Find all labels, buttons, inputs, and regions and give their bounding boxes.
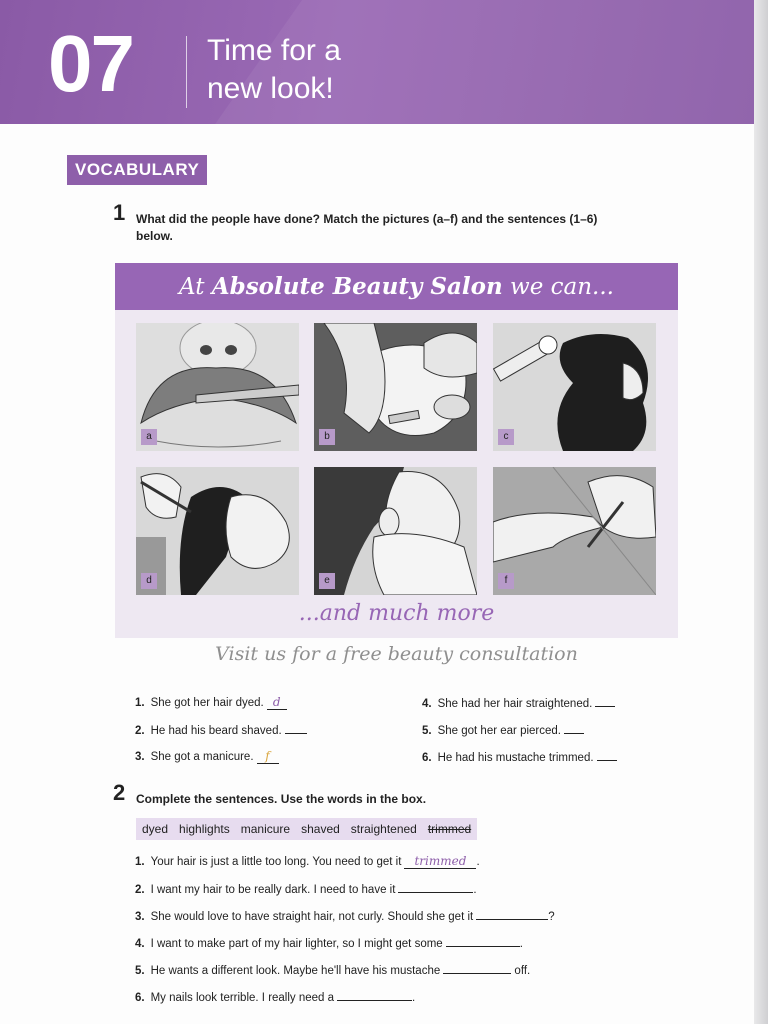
answer-field[interactable] bbox=[597, 749, 617, 761]
ex2-sentence-5 bbox=[135, 962, 530, 977]
sentence-text: She had her hair straightened. bbox=[437, 698, 593, 710]
exercise-1-number: 1 bbox=[113, 200, 126, 225]
picture-b bbox=[314, 323, 477, 451]
ex1-sentence-6 bbox=[422, 749, 617, 764]
ex1-sentence-1 bbox=[135, 695, 287, 710]
sentence-number: 3. bbox=[135, 751, 145, 763]
sentence-number: 1. bbox=[135, 856, 145, 868]
sentence-number: 4. bbox=[135, 938, 145, 950]
sentence-text: She got her hair dyed. bbox=[150, 697, 264, 709]
sentence-number: 2. bbox=[135, 884, 145, 896]
picture-f bbox=[493, 467, 656, 595]
sentence-text: He wants a different look. Maybe he'll have his mustache bbox=[150, 965, 441, 977]
sentence-text: I want my hair to be really dark. I need to have it bbox=[150, 884, 396, 896]
answer-field[interactable] bbox=[443, 962, 511, 974]
ex2-sentence-1 bbox=[135, 854, 480, 869]
sentence-end: ? bbox=[548, 911, 555, 923]
sentence-text: My nails look terrible. I really need a bbox=[150, 992, 335, 1004]
exercise-2-instruction: Complete the sentences. Use the words in the box. bbox=[136, 792, 427, 806]
section-label: VOCABULARY bbox=[67, 155, 207, 185]
word-box-item: straightened bbox=[350, 822, 417, 836]
ex1-sentence-5 bbox=[422, 722, 584, 737]
sentence-number: 5. bbox=[422, 725, 432, 737]
sentence-end: . bbox=[473, 884, 477, 896]
hair-straighten-illustration bbox=[493, 323, 656, 451]
beard-shave-illustration bbox=[314, 323, 477, 451]
picture-e bbox=[314, 467, 477, 595]
ex2-sentence-3 bbox=[135, 908, 555, 923]
unit-title-line-2: new look! bbox=[207, 72, 334, 105]
word-box-item: manicure bbox=[240, 822, 291, 836]
word-box-item: shaved bbox=[301, 822, 340, 836]
sentence-text: She got her ear pierced. bbox=[437, 725, 561, 737]
picture-a-label: a bbox=[141, 429, 157, 445]
sentence-number: 3. bbox=[135, 911, 145, 923]
sentence-end: . bbox=[412, 992, 416, 1004]
unit-title-line-1: Time for a bbox=[207, 34, 341, 67]
unit-number: 07 bbox=[48, 19, 133, 108]
picture-f-label: f bbox=[498, 573, 514, 589]
picture-c bbox=[493, 323, 656, 451]
sentence-end: . bbox=[519, 938, 523, 950]
picture-d bbox=[136, 467, 299, 595]
picture-b-label: b bbox=[319, 429, 335, 445]
banner-salon-name: Absolute Beauty Salon bbox=[211, 273, 503, 300]
sentence-number: 6. bbox=[135, 992, 145, 1004]
salon-advert bbox=[115, 263, 678, 638]
and-much-more: ...and much more bbox=[298, 601, 495, 626]
sentence-text: He had his beard shaved. bbox=[150, 725, 282, 737]
answer-field[interactable] bbox=[398, 881, 473, 893]
mustache-trim-illustration bbox=[136, 323, 299, 451]
unit-header bbox=[0, 0, 754, 124]
sentence-number: 1. bbox=[135, 697, 145, 709]
sentence-end: off. bbox=[511, 965, 531, 977]
header-divider bbox=[186, 36, 187, 108]
answer-field[interactable] bbox=[285, 722, 307, 734]
sentence-text: She got a manicure. bbox=[150, 751, 254, 763]
exercise-1-instruction: What did the people have done? Match the pictures (a–f) and the sentences (1–6) below. bbox=[136, 212, 598, 243]
answer-field[interactable] bbox=[337, 989, 412, 1001]
unit-title bbox=[207, 32, 467, 108]
picture-d-label: d bbox=[141, 573, 157, 589]
answer-field[interactable] bbox=[595, 695, 615, 707]
word-box-item: highlights bbox=[179, 822, 230, 836]
banner-suffix: we can... bbox=[510, 274, 614, 300]
sentence-text: Your hair is just a little too long. You need to get it bbox=[150, 856, 402, 868]
banner-prefix: At bbox=[179, 274, 205, 300]
sentence-end: . bbox=[476, 856, 480, 868]
sentence-number: 5. bbox=[135, 965, 145, 977]
ex1-sentence-4 bbox=[422, 695, 615, 710]
ex2-sentence-2 bbox=[135, 881, 477, 896]
word-box bbox=[136, 818, 477, 840]
sentence-number: 6. bbox=[422, 752, 432, 764]
answer-field[interactable] bbox=[446, 935, 520, 947]
word-box-item: dyed bbox=[142, 822, 169, 836]
answer-field[interactable]: d bbox=[267, 695, 287, 710]
answer-field[interactable]: f bbox=[257, 749, 279, 764]
answer-field[interactable] bbox=[564, 722, 584, 734]
answer-field[interactable] bbox=[476, 908, 548, 920]
exercise-2-number: 2 bbox=[113, 780, 126, 805]
ex2-sentence-6 bbox=[135, 989, 415, 1004]
sentence-number: 4. bbox=[422, 698, 432, 710]
salon-banner bbox=[115, 263, 678, 310]
ear-piercing-illustration bbox=[314, 467, 477, 595]
word-box-item-used: trimmed bbox=[427, 822, 472, 836]
answer-field[interactable]: trimmed bbox=[404, 854, 476, 869]
picture-e-label: e bbox=[319, 573, 335, 589]
picture-c-label: c bbox=[498, 429, 514, 445]
manicure-illustration bbox=[493, 467, 656, 595]
sentence-number: 2. bbox=[135, 725, 145, 737]
sentence-text: He had his mustache trimmed. bbox=[437, 752, 594, 764]
ex1-sentence-3 bbox=[135, 749, 279, 764]
ex2-sentence-4 bbox=[135, 935, 523, 950]
sentence-text: She would love to have straight hair, not curly. Should she get it bbox=[150, 911, 474, 923]
ex1-sentence-2 bbox=[135, 722, 307, 737]
page-edge bbox=[754, 0, 768, 1024]
sentence-text: I want to make part of my hair lighter, so I might get some bbox=[150, 938, 443, 950]
visit-consultation: Visit us for a free beauty consultation bbox=[215, 643, 578, 665]
picture-a bbox=[136, 323, 299, 451]
hair-dye-illustration bbox=[136, 467, 299, 595]
